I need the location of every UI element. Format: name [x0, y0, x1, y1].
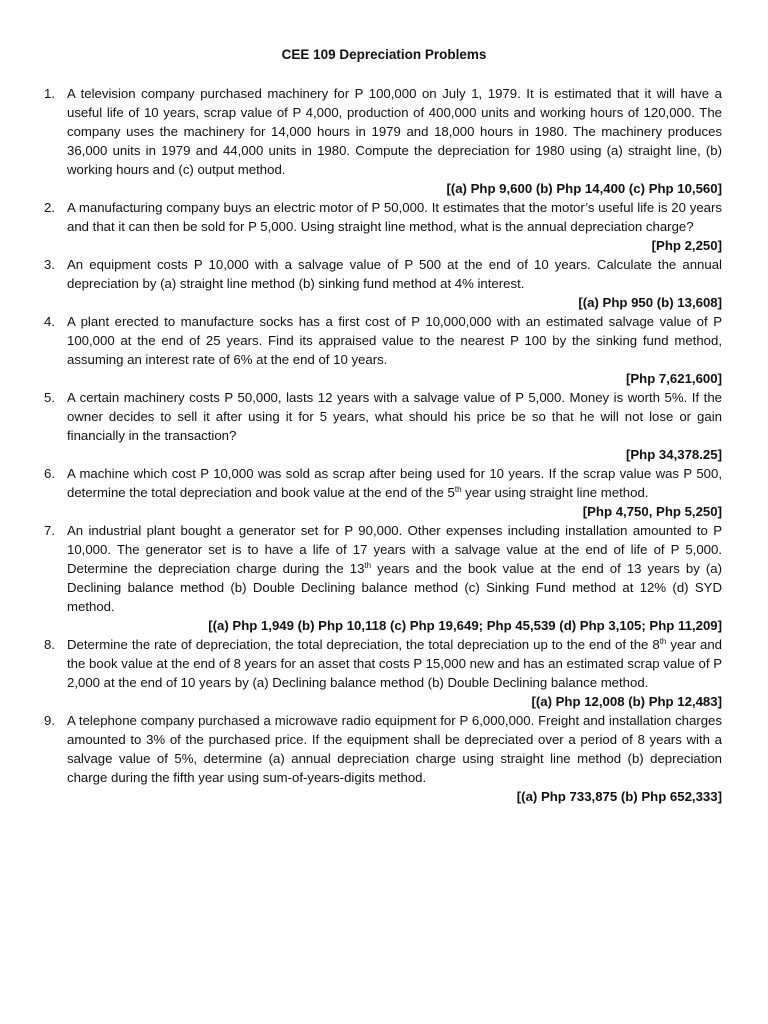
problem-number: 7. [44, 523, 55, 538]
problem-text [67, 635, 722, 692]
problem-number: 9. [44, 713, 55, 728]
problem-item-2 [40, 198, 722, 255]
problem-text [67, 464, 722, 502]
problem-text: A certain machinery costs P 50,000, lasts 12 years with a salvage value of P 5,000. Money is worth 5%. If the owner decides to sell it after using it for 5 years, what should his price be so that he will not lose or gain financially in the transaction? [67, 390, 722, 443]
problem-item-4 [40, 312, 722, 388]
problem-text: An equipment costs P 10,000 with a salvage value of P 500 at the end of 10 years. Calculate the annual depreciation by (a) straight line method (b) sinking fund method at 4% interest. [67, 257, 722, 291]
problem-item-7 [40, 521, 722, 635]
problem-answer: [(a) Php 12,008 (b) Php 12,483] [531, 694, 722, 709]
problem-item-1 [40, 84, 722, 198]
problem-number: 2. [44, 200, 55, 215]
problem-answer: [Php 2,250] [651, 238, 722, 253]
problem-answer: [Php 7,621,600] [625, 371, 722, 386]
problem-answer: [(a) Php 1,949 (b) Php 10,118 (c) Php 19,649; Php 45,539 (d) Php 3,105; Php 11,209] [208, 618, 722, 633]
problem-answer: [Php 34,378.25] [625, 447, 722, 462]
problem-number: 8. [44, 637, 55, 652]
ordinal-suffix: th [454, 485, 462, 494]
problem-item-3 [40, 255, 722, 312]
problem-text-part: year using straight line method. [461, 485, 649, 500]
problem-item-8 [40, 635, 722, 711]
problem-text-part: An industrial plant bought a generator set for P 90,000. Other expenses including installation amounted to P 10,000. The generator set is to have a life of 17 years with a salvage value at the end of life of P 5,000. Determine the depreciation charge during the 13 [67, 523, 722, 576]
problem-answer: [(a) Php 733,875 (b) Php 652,333] [516, 789, 722, 804]
problem-number: 3. [44, 257, 55, 272]
page-title: CEE 109 Depreciation Problems [281, 47, 487, 62]
ordinal-suffix: th [659, 637, 667, 646]
problem-answer: [(a) Php 950 (b) 13,608] [578, 295, 722, 310]
problem-number: 6. [44, 466, 55, 481]
problem-number: 5. [44, 390, 55, 405]
problem-text-part: Determine the rate of depreciation, the total depreciation, the total depreciation up to the end of the 8 [67, 637, 660, 652]
problem-item-9 [40, 711, 722, 806]
problem-answer: [Php 4,750, Php 5,250] [582, 504, 722, 519]
problem-item-5 [40, 388, 722, 464]
problem-text-part: years and the book value at the end of 13 years by (a) Declining balance method (b) Double Declining balance method (c) Sinking Fund method at 12% (d) SYD method. [67, 561, 722, 614]
ordinal-suffix: th [364, 561, 372, 570]
problem-answer: [(a) Php 9,600 (b) Php 14,400 (c) Php 10,560] [446, 181, 722, 196]
problem-text: A plant erected to manufacture socks has a first cost of P 10,000,000 with an estimated salvage value of P 100,000 at the end of 25 years. Find its appraised value to the nearest P 100 by the sinking fund method, assuming an interest rate of 6% at the end of 10 years. [67, 314, 722, 367]
problem-text-part: year and the book value at the end of 8 years for an asset that costs P 15,000 new and has an estimated scrap value of P 2,000 at the end of 10 years by (a) Declining balance method (b) Double Declining balance method. [67, 637, 722, 690]
problem-text-part: A machine which cost P 10,000 was sold as scrap after being used for 10 years. If the scrap value was P 500, determine the total depreciation and book value at the end of the 5 [67, 466, 722, 500]
problem-item-6 [40, 464, 722, 521]
problem-number: 4. [44, 314, 55, 329]
problem-text: A telephone company purchased a microwave radio equipment for P 6,000,000. Freight and installation charges amounted to 3% of the purchased price. If the equipment shall be depreciated over a period of 8 years with a salvage value of 5%, determine (a) annual depreciation charge using straight line method (b) depreciation charge during the fifth year using sum-of-years-digits method. [67, 713, 722, 785]
problem-list [40, 84, 722, 806]
problem-number: 1. [44, 86, 55, 101]
problem-text: A manufacturing company buys an electric motor of P 50,000. It estimates that the motor’s useful life is 20 years and that it can then be sold for P 5,000. Using straight line method, what is the annual depreciation charge? [67, 200, 722, 234]
problem-text: A television company purchased machinery for P 100,000 on July 1, 1979. It is estimated that it will have a useful life of 10 years, scrap value of P 4,000, production of 400,000 units and working hours of 120,000. The company uses the machinery for 14,000 hours in 1979 and 18,000 hours in 1980. The machinery produces 36,000 units in 1979 and 44,000 units in 1980. Compute the depreciation for 1980 using (a) straight line, (b) working hours and (c) output method. [67, 86, 722, 177]
problem-text [67, 521, 722, 616]
